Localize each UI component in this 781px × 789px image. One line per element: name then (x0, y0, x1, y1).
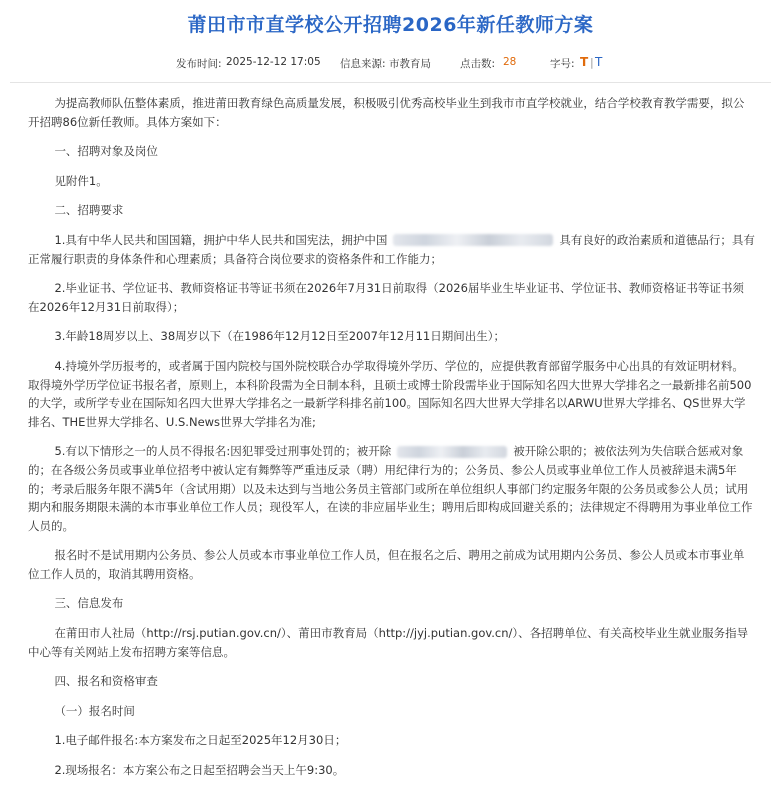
font-size-label: 字号: (550, 58, 575, 70)
paragraph: 2.现场报名：本方案公布之日起至招聘会当天上午9:30。 (54, 763, 345, 778)
redacted-text (397, 446, 507, 458)
redacted-text (393, 234, 553, 246)
requirement-4: 4.持境外学历报考的，或者属于国内院校与国外院校联合办学取得境外学历、学位的，应提供教育部留学服务中心出具的有效证明材料。取得境外学历学位证书报名者，原则上，本科阶段需为全日制本科，且硕士或博士阶段需毕业于国际知名四大世界大学排名之一最新排名前500的大学，或所学专业在国际知名四大世界大学排名之一最新学科排名前100。国际知名四大世界大学排名以ARWU世界大学排名、QS世界大学排名、THE世界大学排名、U.S.News世界大学排名为准; (28, 358, 752, 429)
paragraph: 在莆田市人社局（http://rsj.putian.gov.cn/）、莆田市教育局（http://jyj.putian.gov.cn/）、各招聘单位、有关高校毕业生就业服务指导中心等有关网站上发布招聘方案等信息。 (28, 626, 749, 659)
click-count: 28 (503, 56, 517, 68)
section-heading: 二、招聘要求 (54, 203, 124, 218)
source-label: 信息来源: (340, 58, 386, 70)
article-body (28, 88, 755, 780)
divider (10, 82, 771, 83)
source: 市教育局 (389, 58, 431, 70)
font-size-small-button[interactable]: T (595, 55, 603, 69)
page-title: 莆田市市直学校公开招聘2026年新任教师方案 (187, 14, 594, 36)
requirement-5 (28, 442, 755, 535)
font-size-large-button[interactable]: T (580, 55, 589, 69)
clicks-label: 点击数: (460, 58, 496, 70)
paragraph: 见附件1。 (54, 173, 108, 188)
font-size-separator: | (590, 56, 594, 69)
publish-time: 2025-12-12 17:05 (226, 56, 321, 68)
article-meta (0, 56, 781, 72)
section-heading: 一、招聘对象及岗位 (54, 144, 158, 159)
paragraph: 1.电子邮件报名:本方案发布之日起至2025年12月30日； (54, 733, 347, 748)
subsection-heading: （一）报名时间 (54, 703, 135, 718)
intro-paragraph: 为提高教师队伍整体素质，推进莆田教育绿色高质量发展，积极吸引优秀高校毕业生到我市市直学校就业，结合学校教育教学需要，拟公开招聘86位新任教师。具体方案如下： (28, 96, 745, 129)
requirement-1-start: 1.具有中华人民共和国国籍，拥护中华人民共和国宪法，拥护中国 (54, 232, 388, 247)
requirement-1 (28, 231, 755, 268)
requirement-1-end: 具有良好的政治素质和道德品行；具有正常履行职责的身体条件和心理素质；具备符合岗位要求的资格条件和工作能力； (28, 232, 755, 266)
requirement-2: 2.毕业证书、学位证书、教师资格证书等证书须在2026年7月31日前取得（2026届毕业生毕业证书、学位证书、教师资格证书等证书须在2026年12月31日前取得）； (28, 281, 744, 314)
requirement-5-start: 5.有以下情形之一的人员不得报名:因犯罪受过刑事处罚的；被开除 (54, 444, 392, 459)
paragraph: 报名时不是试用期内公务员、参公人员或本市事业单位工作人员，但在报名之后、聘用之前成为试用期内公务员、参公人员或本市事业单位工作人员的，取消其聘用资格。 (28, 548, 745, 581)
requirement-5-end: 被开除公职的；被依法列为失信联合惩戒对象的；在各级公务员或事业单位招考中被认定有舞弊等严重违反录（聘）用纪律行为的；公务员、参公人员或事业单位工作人员被辞退未满5年的；考录后服务年限不满5年（含试用期）以及未达到与当地公务员主管部门或所在单位组织人事部门约定服务年限的公务员或参公人员；试用期内和服务期限未满的本市事业单位工作人员；现役军人，在读的非应届毕业生；聘用后即构成回避关系的；法律规定不得聘用为事业单位工作人员的。 (28, 444, 753, 533)
section-heading: 四、报名和资格审查 (54, 674, 158, 689)
section-heading: 三、信息发布 (54, 596, 124, 611)
requirement-3: 3.年龄18周岁以上、38周岁以下（在1986年12月12日至2007年12月11日期间出生）； (54, 329, 505, 344)
publish-time-label: 发布时间: (176, 58, 222, 70)
